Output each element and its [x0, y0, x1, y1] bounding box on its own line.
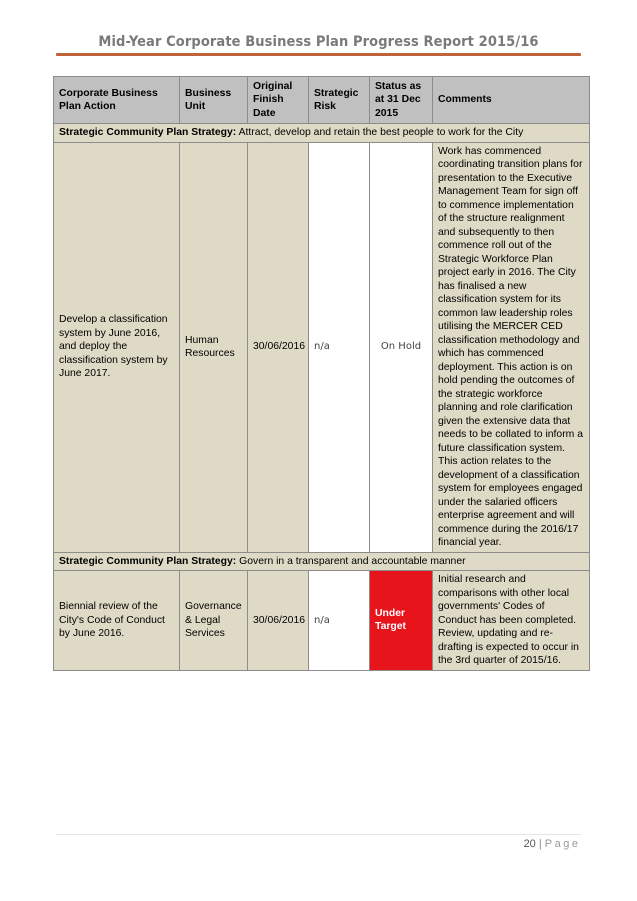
comments-cell: Initial research and comparisons with other local governments' Codes of Conduct has been completed. Review, updating and re-drafting is expected to occur in the 3rd quarter of 2015/16.	[433, 571, 590, 671]
header-comments: Comments	[433, 77, 590, 124]
page-footer	[500, 838, 581, 850]
comments-cell: Work has commenced coordinating transition plans for presentation to the Executive Management Team for sign off to commence implementation of the structure realignment and subsequently to then commence roll out of the Strategic Workforce Plan project early in 2016. The City has finalised a new classification system for its common law leadership roles utilising the MERCER CED classification methodology and which has commenced deployment. This action is on hold pending the outcomes of the strategic workforce planning and role clarification given the extensive data that needs to be collated to inform a future classification system. This action relates to the development of a classification system for employees engaged under the salaried officers enterprise agreement and will commence during the 2016/17 financial year.	[433, 142, 590, 552]
table-header-row	[54, 77, 590, 124]
strategy-label: Strategic Community Plan Strategy:	[59, 127, 237, 138]
header-business-unit: Business Unit	[180, 77, 248, 124]
strategy-row	[54, 124, 590, 143]
page-number: 20	[523, 838, 536, 850]
strategy-label: Strategic Community Plan Strategy:	[59, 555, 237, 567]
header-strategic-risk: Strategic Risk	[309, 77, 370, 124]
strategy-row	[54, 552, 590, 571]
status-cell: Under Target	[370, 571, 433, 671]
progress-report-table	[53, 76, 590, 671]
strategy-cell	[54, 552, 590, 571]
header-status: Status as at 31 Dec 2015	[370, 77, 433, 124]
business-unit-cell: Governance & Legal Services	[180, 571, 248, 671]
page-label: Page	[544, 838, 581, 850]
finish-date-cell: 30/06/2016	[248, 571, 309, 671]
finish-date-cell: 30/06/2016	[248, 142, 309, 552]
business-unit-cell: Human Resources	[180, 142, 248, 552]
strategy-text: Attract, develop and retain the best people to work for the City	[236, 127, 524, 138]
header-action: Corporate Business Plan Action	[54, 77, 180, 124]
page-separator: |	[538, 838, 542, 850]
action-cell: Biennial review of the City's Code of Conduct by June 2016.	[54, 571, 180, 671]
strategic-risk-cell: n/a	[309, 142, 370, 552]
action-cell: Develop a classification system by June 2016, and deploy the classification system by June 2017.	[54, 142, 180, 552]
table-row	[54, 571, 590, 671]
strategy-text: Govern in a transparent and accountable manner	[236, 555, 466, 567]
status-cell: On Hold	[370, 142, 433, 552]
footer-rule	[56, 834, 581, 835]
table-row	[54, 142, 590, 552]
strategic-risk-cell: n/a	[309, 571, 370, 671]
strategy-cell	[54, 124, 590, 143]
header-finish-date: Original Finish Date	[248, 77, 309, 124]
title-rule	[56, 53, 581, 56]
page-title: Mid-Year Corporate Business Plan Progress Report 2015/16	[98, 34, 539, 50]
